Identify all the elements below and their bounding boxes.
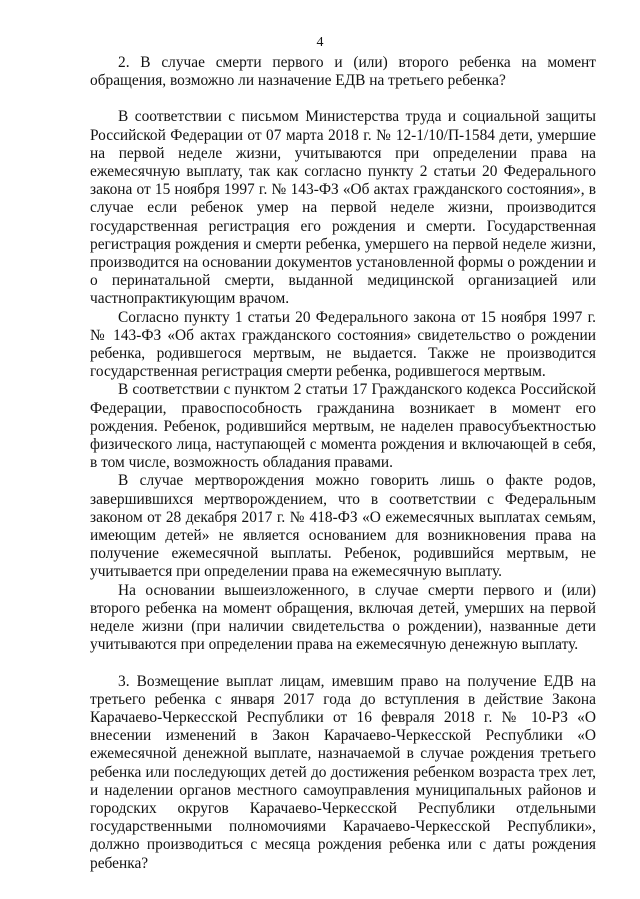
answer-2-paragraph-4: В случае мертворождения можно говорить лишь о факте родов, завершившихся мертворождением, что в соответствии с Федеральным законом от 28 декабря 2017 г. № 418-ФЗ «О ежемесячных выплатах семьям, имеющим детей» не является основанием для возникновения права на получение ежемесячной выплаты. Ребенок, родившийся мертвым, не учитывается при определении права на ежемесячную выплату.	[90, 472, 596, 581]
answer-2-paragraph-2: Согласно пункту 1 статьи 20 Федерального закона от 15 ноября 1997 г. № 143-ФЗ «Об актах гражданского состояния» свидетельство о рождении ребенка, родившегося мертвым, не выдается. Также не производится государственная регистрация смерти ребенка, родившегося мертвым.	[90, 308, 596, 381]
answer-2-paragraph-1: В соответствии с письмом Министерства труда и социальной защиты Российской Федерации от 07 марта 2018 г. № 12-1/10/П-1584 дети, умершие на первой неделе жизни, учитываются при определении права на ежемесячную выплату, так как согласно пункту 2 статьи 20 Федерального закона от 15 ноября 1997 г. № 143-ФЗ «Об актах гражданского состояния», в случае если ребенок умер на первой неделе жизни, производится государственная регистрация его рождения и смерти. Государственная регистрация рождения и смерти ребенка, умершего на первой неделе жизни, производится на основании документов установленной формы о рождении и о перинатальной смерти, выданной медицинской организацией или частнопрактикующим врачом.	[90, 108, 596, 308]
question-2: 2. В случае смерти первого и (или) второго ребенка на момент обращения, возможно ли назначение ЕДВ на третьего ребенка?	[90, 54, 596, 90]
document-body	[90, 54, 596, 873]
answer-2-paragraph-3: В соответствии с пунктом 2 статьи 17 Гражданского кодекса Российской Федерации, правоспособность гражданина возникает в момент его рождения. Ребенок, родившийся мертвым, не наделен правосубъектностью физического лица, наступающей с момента рождения и включающей в себя, в том числе, возможность обладания правами.	[90, 381, 596, 472]
answer-2-conclusion: На основании вышеизложенного, в случае смерти первого и (или) второго ребенка на момент обращения, включая детей, умерших на первой неделе жизни (при наличии свидетельства о рождении), названные дети учитываются при определении права на ежемесячную денежную выплату.	[90, 581, 596, 654]
page-number: 4	[316, 35, 324, 50]
question-3: 3. Возмещение выплат лицам, имевшим право на получение ЕДВ на третьего ребенка с января 2017 года до вступления в действие Закона Карачаево-Черкесской Республики от 16 февраля 2018 г. № 10-РЗ «О внесении изменений в Закон Карачаево-Черкесской Республики «О ежемесячной денежной выплате, назначаемой в случае рождения третьего ребенка или последующих детей до достижения ребенком возраста трех лет, и наделении органов местного самоуправления муниципальных районов и городских округов Карачаево-Черкесской Республики отдельными государственными полномочиями Карачаево-Черкесской Республики», должно производиться с месяца рождения ребенка или с даты рождения ребенка?	[90, 672, 596, 872]
